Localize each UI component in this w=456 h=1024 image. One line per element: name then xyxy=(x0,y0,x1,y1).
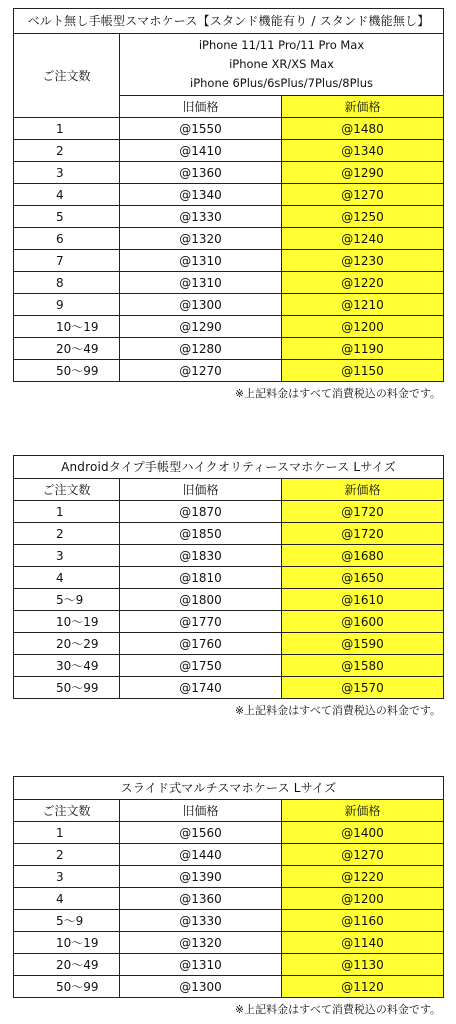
qty-cell: 2 xyxy=(14,844,120,866)
qty-cell: 3 xyxy=(14,545,120,567)
old-price-cell: @1340 xyxy=(120,184,282,206)
table-body xyxy=(14,822,444,998)
table-body xyxy=(14,118,444,382)
new-price-cell: @1200 xyxy=(282,316,444,338)
new-price-cell: @1220 xyxy=(282,866,444,888)
old-price-header: 旧価格 xyxy=(120,800,282,822)
table-row xyxy=(14,501,444,523)
table-title: スライド式マルチスマホケース Lサイズ xyxy=(14,777,444,800)
old-price-cell: @1760 xyxy=(120,633,282,655)
old-price-cell: @1300 xyxy=(120,294,282,316)
old-price-cell: @1360 xyxy=(120,162,282,184)
new-price-cell: @1570 xyxy=(282,677,444,699)
new-price-cell: @1340 xyxy=(282,140,444,162)
new-price-header: 新価格 xyxy=(282,96,444,118)
table-row xyxy=(14,184,444,206)
table-row xyxy=(14,316,444,338)
table-row xyxy=(14,976,444,998)
table-row xyxy=(14,910,444,932)
qty-header: ご注文数 xyxy=(14,800,120,822)
header-row xyxy=(14,800,444,822)
table-title: ベルト無し手帳型スマホケース【スタンド機能有り / スタンド機能無し】 xyxy=(14,9,444,34)
table-row xyxy=(14,888,444,910)
table-row xyxy=(14,523,444,545)
qty-cell: 5 xyxy=(14,206,120,228)
old-price-cell: @1320 xyxy=(120,932,282,954)
old-price-cell: @1800 xyxy=(120,589,282,611)
table-row xyxy=(14,932,444,954)
price-table-block-3 xyxy=(13,776,443,1017)
qty-cell: 6 xyxy=(14,228,120,250)
qty-cell: 5〜9 xyxy=(14,589,120,611)
old-price-header: 旧価格 xyxy=(120,479,282,501)
old-price-cell: @1270 xyxy=(120,360,282,382)
new-price-cell: @1650 xyxy=(282,567,444,589)
new-price-cell: @1290 xyxy=(282,162,444,184)
table-row xyxy=(14,655,444,677)
new-price-cell: @1130 xyxy=(282,954,444,976)
table-row xyxy=(14,567,444,589)
qty-cell: 1 xyxy=(14,501,120,523)
old-price-cell: @1870 xyxy=(120,501,282,523)
new-price-cell: @1160 xyxy=(282,910,444,932)
old-price-cell: @1830 xyxy=(120,545,282,567)
qty-cell: 3 xyxy=(14,866,120,888)
qty-cell: 8 xyxy=(14,272,120,294)
new-price-cell: @1250 xyxy=(282,206,444,228)
old-price-cell: @1330 xyxy=(120,206,282,228)
table-title: Androidタイプ手帳型ハイクオリティースマホケース Lサイズ xyxy=(14,456,444,479)
new-price-cell: @1270 xyxy=(282,844,444,866)
new-price-cell: @1230 xyxy=(282,250,444,272)
old-price-cell: @1320 xyxy=(120,228,282,250)
table-row xyxy=(14,294,444,316)
qty-cell: 5〜9 xyxy=(14,910,120,932)
table-title-row xyxy=(14,456,444,479)
qty-cell: 4 xyxy=(14,888,120,910)
table-row xyxy=(14,228,444,250)
new-price-cell: @1140 xyxy=(282,932,444,954)
table-row xyxy=(14,954,444,976)
old-price-cell: @1410 xyxy=(120,140,282,162)
qty-header: ご注文数 xyxy=(14,479,120,501)
new-price-cell: @1600 xyxy=(282,611,444,633)
old-price-cell: @1310 xyxy=(120,272,282,294)
old-price-cell: @1770 xyxy=(120,611,282,633)
table-row xyxy=(14,611,444,633)
old-price-cell: @1850 xyxy=(120,523,282,545)
old-price-cell: @1750 xyxy=(120,655,282,677)
qty-cell: 1 xyxy=(14,118,120,140)
new-price-cell: @1190 xyxy=(282,338,444,360)
table-row xyxy=(14,272,444,294)
new-price-cell: @1590 xyxy=(282,633,444,655)
table-row xyxy=(14,822,444,844)
qty-cell: 20〜49 xyxy=(14,338,120,360)
old-price-cell: @1810 xyxy=(120,567,282,589)
old-price-cell: @1280 xyxy=(120,338,282,360)
old-price-cell: @1290 xyxy=(120,316,282,338)
table-row xyxy=(14,545,444,567)
table-row xyxy=(14,360,444,382)
new-price-cell: @1720 xyxy=(282,523,444,545)
new-price-cell: @1210 xyxy=(282,294,444,316)
new-price-cell: @1400 xyxy=(282,822,444,844)
new-price-cell: @1240 xyxy=(282,228,444,250)
header-row xyxy=(14,479,444,501)
table-body xyxy=(14,501,444,699)
old-price-cell: @1440 xyxy=(120,844,282,866)
table-row xyxy=(14,633,444,655)
model-line: iPhone XR/XS Max xyxy=(229,57,334,71)
qty-cell: 2 xyxy=(14,140,120,162)
price-table xyxy=(13,8,444,382)
qty-cell: 50〜99 xyxy=(14,677,120,699)
qty-cell: 9 xyxy=(14,294,120,316)
new-price-cell: @1270 xyxy=(282,184,444,206)
qty-cell: 7 xyxy=(14,250,120,272)
qty-header: ご注文数 xyxy=(14,34,120,118)
new-price-cell: @1150 xyxy=(282,360,444,382)
qty-cell: 10〜19 xyxy=(14,316,120,338)
table-row xyxy=(14,206,444,228)
qty-cell: 4 xyxy=(14,567,120,589)
price-table xyxy=(13,455,444,699)
qty-cell: 30〜49 xyxy=(14,655,120,677)
new-price-cell: @1580 xyxy=(282,655,444,677)
qty-cell: 10〜19 xyxy=(14,611,120,633)
qty-cell: 50〜99 xyxy=(14,976,120,998)
qty-cell: 3 xyxy=(14,162,120,184)
table-row xyxy=(14,250,444,272)
qty-cell: 20〜49 xyxy=(14,954,120,976)
table-row xyxy=(14,844,444,866)
old-price-cell: @1310 xyxy=(120,250,282,272)
old-price-cell: @1740 xyxy=(120,677,282,699)
new-price-header: 新価格 xyxy=(282,479,444,501)
table-row xyxy=(14,162,444,184)
price-table-block-2 xyxy=(13,455,443,718)
new-price-cell: @1720 xyxy=(282,501,444,523)
new-price-cell: @1200 xyxy=(282,888,444,910)
old-price-cell: @1390 xyxy=(120,866,282,888)
table-row xyxy=(14,589,444,611)
table-row xyxy=(14,677,444,699)
old-price-cell: @1360 xyxy=(120,888,282,910)
price-table xyxy=(13,776,444,998)
new-price-cell: @1610 xyxy=(282,589,444,611)
new-price-cell: @1680 xyxy=(282,545,444,567)
price-table-block-1 xyxy=(13,8,443,401)
old-price-cell: @1310 xyxy=(120,954,282,976)
new-price-cell: @1120 xyxy=(282,976,444,998)
model-line: iPhone 6Plus/6sPlus/7Plus/8Plus xyxy=(190,76,373,90)
old-price-header: 旧価格 xyxy=(120,96,282,118)
qty-cell: 2 xyxy=(14,523,120,545)
old-price-cell: @1560 xyxy=(120,822,282,844)
tax-note: ※上記料金はすべて消費税込の料金です。 xyxy=(234,704,441,717)
qty-cell: 4 xyxy=(14,184,120,206)
new-price-cell: @1220 xyxy=(282,272,444,294)
table-row xyxy=(14,866,444,888)
qty-cell: 50〜99 xyxy=(14,360,120,382)
old-price-cell: @1330 xyxy=(120,910,282,932)
old-price-cell: @1300 xyxy=(120,976,282,998)
new-price-header: 新価格 xyxy=(282,800,444,822)
model-line: iPhone 11/11 Pro/11 Pro Max xyxy=(198,38,365,52)
table-title-row xyxy=(14,777,444,800)
qty-cell: 1 xyxy=(14,822,120,844)
table-row xyxy=(14,140,444,162)
table-row xyxy=(14,338,444,360)
old-price-cell: @1550 xyxy=(120,118,282,140)
table-title-row xyxy=(14,9,444,34)
qty-cell: 10〜19 xyxy=(14,932,120,954)
tax-note: ※上記料金はすべて消費税込の料金です。 xyxy=(234,1003,441,1016)
models-row xyxy=(14,34,444,96)
model-list xyxy=(120,34,444,96)
table-row xyxy=(14,118,444,140)
tax-note: ※上記料金はすべて消費税込の料金です。 xyxy=(234,387,441,400)
qty-cell: 20〜29 xyxy=(14,633,120,655)
new-price-cell: @1480 xyxy=(282,118,444,140)
